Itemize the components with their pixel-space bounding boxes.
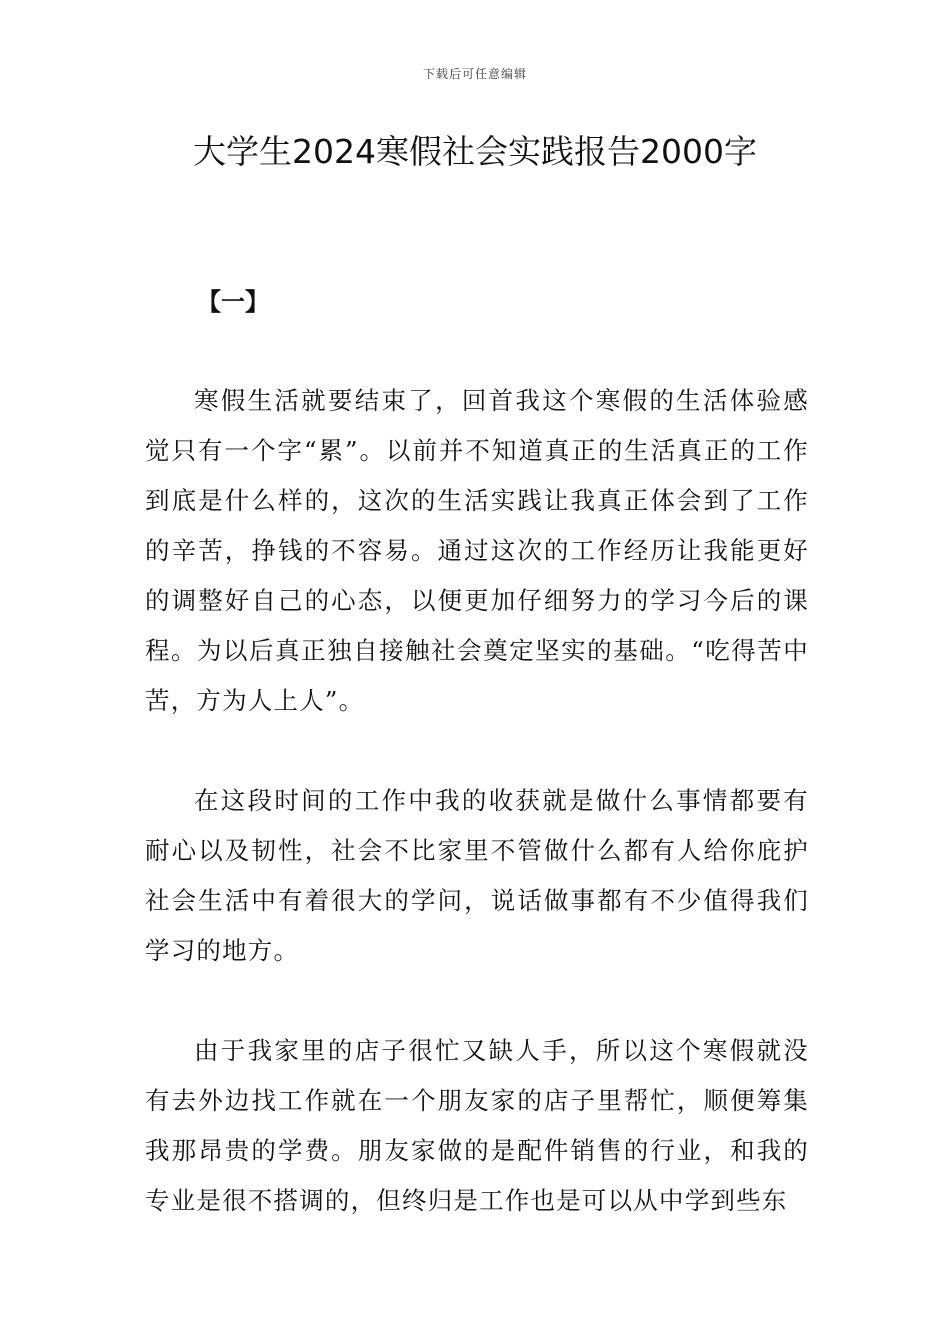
section-marker: 【一】 — [197, 288, 269, 316]
paragraph: 由于我家里的店子很忙又缺人手，所以这个寒假就没有去外边找工作就在一个朋友家的店子里帮忙，顺便筹集我那昂贵的学费。朋友家做的是配件销售的行业，和我的专业是很不搭调的，但终归是工作也是可以从中学到些东 — [145, 1036, 809, 1215]
paragraph: 寒假生活就要结束了，回首我这个寒假的生活体验感觉只有一个字“累”。以前并不知道真正的生活真正的工作到底是什么样的，这次的生活实践让我真正体会到了工作的辛苦，挣钱的不容易。通过这次的工作经历让我能更好的调整好自己的心态，以便更加仔细努力的学习今后的课程。为以后真正独自接触社会奠定坚实的基础。“吃得苦中苦，方为人上人”。 — [145, 386, 809, 715]
paragraph: 在这段时间的工作中我的收获就是做什么事情都要有耐心以及韧性，社会不比家里不管做什么都有人给你庇护社会生活中有着很大的学问，说话做事都有不少值得我们学习的地方。 — [145, 786, 809, 965]
document-body — [145, 376, 809, 1276]
document-title: 大学生2024寒假社会实践报告2000字 — [193, 132, 757, 171]
header-note: 下载后可任意编辑 — [422, 67, 527, 81]
